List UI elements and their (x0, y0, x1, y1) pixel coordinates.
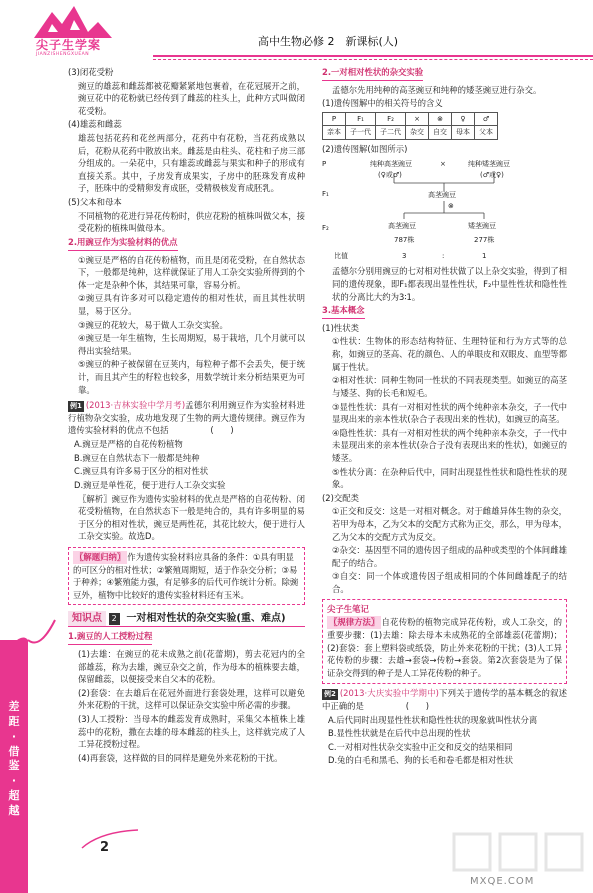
paragraph: 不同植物的花进行异花传粉时，供应花粉的植株叫做父本，接受花粉的植株叫做母本。 (78, 210, 305, 234)
subheading: (1)遗传图解中的相关符号的含义 (322, 98, 443, 109)
logo-subtext: JIANZISHENGXUEAN (36, 52, 90, 57)
section-heading: 3.基本概念 (322, 304, 365, 319)
side-decoration (0, 0, 28, 893)
page-title: 高中生物必修 2 新课标(人) (258, 35, 399, 48)
question-text: 下列关于遗传学的基本概念的叙述中正确的是 ( ) (322, 688, 568, 711)
table-cell: 亲本 (323, 126, 346, 140)
side-char: · (11, 774, 17, 788)
f2-short-label: 矮茎豌豆 (468, 222, 496, 231)
paragraph: ③显性性状：具有一对相对性状的两个纯种亲本杂交，子一代中显现出来的亲本性状(杂合子表现出来的性状)，如豌豆的高茎。 (332, 401, 567, 425)
self-symbol: ⊗ (448, 202, 454, 211)
paragraph: ②相对性状：同种生物同一性状的不同表现类型。如豌豆的高茎与矮茎、狗的长毛和短毛。 (332, 375, 567, 398)
paragraph: 豌豆的雄蕊和雌蕊都被花瓣紧紧地包裹着，在花冠展开之前，豌豆花中的花粉就已经传到了雌蕊的柱头上，此种方式叫做闭花受粉。 (78, 80, 305, 116)
table-cell: ⊗ (429, 112, 452, 126)
option-d: D.兔的白毛和黑毛、狗的长毛和卷毛都是相对性状 (328, 755, 513, 766)
option-b: B.豌豆在自然状态下一般都是纯种 (74, 452, 200, 463)
genetic-diagram (322, 157, 567, 263)
side-slogan (3, 700, 25, 819)
example-question (68, 399, 305, 437)
page-number: 2 (100, 840, 110, 855)
table-cell: ♀ (452, 112, 475, 126)
option-d: D.豌豆是单性花，便于进行人工杂交实验 (74, 479, 226, 490)
summary-box (68, 547, 305, 605)
example-question (322, 687, 567, 712)
question-text: 孟德尔利用豌豆作为实验材料进行植物杂交实验，成功地发现了生物的两大遗传规律。豌豆作为遗传实验材料的优点不包括 ( ) (68, 400, 305, 436)
section-heading: 2.一对相对性状的杂交实验 (322, 66, 423, 81)
table-cell: 母本 (452, 126, 475, 140)
side-char: 超 (8, 789, 20, 803)
notes-box (322, 599, 567, 685)
example-tag: 例1 (70, 402, 82, 411)
paragraph: ①性状：生物体的形态结构特征、生理特征和行为方式等的总称，如豌豆的茎高、花的颜色、人的单眼皮和双眼皮、血型等都属于性状。 (332, 336, 567, 372)
paragraph: ⑤性状分离：在杂种后代中，同时出现显性性状和隐性性状的现象。 (332, 466, 567, 490)
option-a: A.后代同时出现显性性状和隐性性状的现象就叫性状分离 (328, 714, 538, 725)
section-heading: 1.豌豆的人工授粉过程 (68, 630, 152, 645)
paragraph: (4)再套袋，这样做的目的同样是避免外来花粉的干扰。 (78, 752, 283, 763)
option-b: B.显性性状就是在后代中总出现的性状 (328, 728, 471, 739)
count-short: 277株 (474, 236, 495, 245)
option-c: C.一对相对性状杂交实验中正交和反交的结果相同 (328, 741, 513, 752)
header-divider (153, 55, 593, 57)
ratio-label: 比值 (334, 252, 348, 261)
table-cell: 父本 (475, 126, 498, 140)
paragraph: ②豌豆具有许多对可以稳定遗传的相对性状，而且其性状明显，易于区分。 (78, 293, 305, 316)
question-source: (2013·大庆实验中学期中) (339, 688, 439, 699)
side-char: 鉴 (8, 759, 20, 773)
kp-number: 2 (109, 613, 120, 625)
paragraph: (1)去雄：在豌豆的花未成熟之前(花蕾期)，剪去花冠内的全部雄蕊，称为去雄，豌豆杂交之前，作为母本的植株要去雄，保留雌蕊，以便接受来自父本的花粉。 (78, 648, 305, 685)
cross-symbol: × (440, 160, 446, 169)
table-cell: ♂ (475, 112, 498, 126)
subheading: (4)雄蕊和雌蕊 (68, 119, 122, 130)
table-cell: × (406, 112, 429, 126)
generation-label: F₁ (322, 190, 329, 199)
symbol-table (322, 112, 498, 140)
answer-explanation: 〖解析〗豌豆作为遗传实验材料的优点是严格的自花传粉、闭花受粉植物，在自然状态下一般是纯合的，具有许多明显的易于区分的相对性状，豌豆是两性花，其花比较大，便于进行人工杂交实验。故选D。 (78, 493, 305, 542)
watermark-text: MXQE.COM (470, 876, 535, 887)
subheading: (2)交配类 (322, 492, 359, 503)
table-cell: 子一代 (346, 126, 376, 140)
ratio-value: 1 (482, 252, 487, 261)
side-char: · (11, 729, 17, 743)
left-column (68, 66, 305, 765)
paragraph: (3)人工授粉：当母本的雌蕊发育成熟时，采集父本植株上雄蕊中的花粉，撒在去雄的母本雌蕊的柱头上，这样就完成了人工异花授粉过程。 (78, 714, 305, 750)
subheading: (5)父本和母本 (68, 197, 122, 208)
side-char: 差 (8, 700, 20, 713)
notes-title: 尖子生笔记 (327, 603, 369, 614)
paragraph: ③豌豆的花较大，易于做人工杂交实验。 (78, 319, 228, 330)
paragraph: ①正交和反交：这是一对相对概念。对于雌雄异体生物的杂交，若甲为母本，乙为父本的交配方式称为正交，那么，甲为母本，乙为父本的交配方式为反交。 (332, 506, 567, 542)
logo-text: 尖子生学案 (36, 38, 102, 52)
paragraph: ①豌豆是严格的自花传粉植物，而且是闭花受粉，在自然状态下，一般都是纯种，这样就保证了用人工杂交实验所得到的个体一定是杂种个体，其结果可靠，容易分析。 (78, 254, 305, 290)
generation-label: F₂ (322, 224, 329, 233)
question-source: (2013·吉林实验中学月考) (85, 400, 186, 411)
page-number-decoration-icon (80, 828, 140, 850)
paragraph: (2)套袋：在去雄后在花冠外面进行套袋处理，这样可以避免外来花粉的干扰，这样可以保证杂交实验中所必需的步骤。 (78, 687, 305, 711)
section-heading: 2.用豌豆作为实验材料的优点 (68, 236, 178, 251)
paragraph: 孟德尔先用纯种的高茎豌豆和纯种的矮茎豌豆进行杂交。 (332, 84, 542, 95)
box-text: 作为遗传实验材料应具备的条件：①具有明显的可区分的相对性状；②繁殖周期短，适于作杂交分析；③易于种养；④繁殖能力强，有足够多的后代可作统计分析。除豌豆外，植物中比较好的遗传实验材料还有玉米。 (73, 551, 299, 600)
table-row (323, 126, 498, 140)
ratio-value: 3 (402, 252, 407, 261)
table-cell: 自交 (429, 126, 452, 140)
option-a: A.豌豆是严格的自花传粉植物 (74, 439, 183, 450)
parent-label: 纯种矮茎豌豆 (468, 160, 510, 169)
f2-tall-label: 高茎豌豆 (388, 222, 416, 231)
kp-title: 一对相对性状的杂交实验(重、难点) (126, 613, 286, 625)
notes-text: 自花传粉的植物完成异花传粉，或人工杂交，的重要步骤：(1)去雄：除去母本未成熟花的全部雄蕊(花蕾期)；(2)套袋：套上塑料袋或纸袋，防止外来花粉的干扰；(3)人工异花传粉的步骤：去雄→套袋→传粉→套袋。第2次套袋是为了保证杂交得到的种子是人工异花传粉的种子。 (327, 617, 562, 678)
ratio-colon: : (442, 252, 445, 261)
option-c: C.豌豆具有许多易于区分的相对性状 (74, 466, 209, 477)
paragraph: ④豌豆是一年生植物，生长周期短，易于栽培，几个月就可以得出实验结果。 (78, 333, 305, 356)
subheading: (3)闭花受粉 (68, 67, 114, 77)
paragraph: 雄蕊包括花药和花丝两部分，花药中有花粉，当花药成熟以后，花粉从花药中散放出来。雌蕊是由柱头、花柱和子房三部分组成的。一朵花中，只有雄蕊或雌蕊与果实和种子的形成有直接关系。其中，子房发育成果实，子房中的胚珠发育成种子，胚珠中的受精卵发育成胚，受精极核发育成胚乳。 (78, 133, 305, 194)
paragraph: ⑤豌豆的种子被保留在豆荚内，每粒种子都不会丢失，便于统计，而且其产生的籽粒也较多，用数学统计来分析结果更为可靠。 (78, 359, 305, 395)
parent-label: 纯种高茎豌豆 (370, 160, 412, 169)
side-char: 借 (8, 744, 20, 758)
kp-tag: 知识点 (68, 611, 106, 626)
diagram-lines-icon (322, 157, 567, 263)
right-column (322, 66, 567, 768)
paragraph: ②杂交：基因型不同的遗传因子组成的品种或类型的个体间雌雄配子的结合。 (332, 545, 567, 568)
page-header (28, 0, 593, 66)
table-cell: 杂交 (406, 126, 429, 140)
header-dashed-divider (153, 59, 593, 61)
table-row (323, 112, 498, 126)
side-char: 距 (8, 714, 20, 728)
example-tag: 例2 (324, 690, 336, 699)
paragraph: ③自交：同一个体或遗传因子组成相同的个体间雌雄配子的结合。 (332, 571, 567, 595)
f1-plant-label: 高茎豌豆 (428, 191, 456, 200)
sex-label: (♂或♀) (480, 171, 504, 180)
knowledge-point-header (68, 611, 305, 627)
method-tag: 〖规律方法〗 (329, 617, 380, 628)
subheading: (1)性状类 (322, 322, 359, 333)
generation-label: P (322, 160, 327, 169)
table-cell: F₁ (346, 112, 376, 126)
table-cell: F₂ (376, 112, 406, 126)
count-tall: 787株 (394, 236, 415, 245)
side-char: 越 (8, 803, 20, 817)
paragraph: ④隐性性状：具有一对相对性状的两个纯种亲本杂交，子一代中未显现出来的亲本性状(杂合子没有表现出来的性状)，如豌豆的矮茎。 (332, 427, 567, 463)
sex-label: (♀或♂) (378, 171, 402, 180)
subheading: (2)遗传图解(如图所示) (322, 143, 408, 154)
paragraph: 孟德尔分别用豌豆的七对相对性状做了以上杂交实验，得到了相同的遗传现象，即F₁都表现出显性性状，F₂中显性性状和隐性性状的分离比大约为3∶1。 (332, 266, 567, 302)
table-cell: 子二代 (376, 126, 406, 140)
box-title: 〖解题归纳〗 (75, 551, 126, 562)
table-cell: P (323, 112, 346, 126)
